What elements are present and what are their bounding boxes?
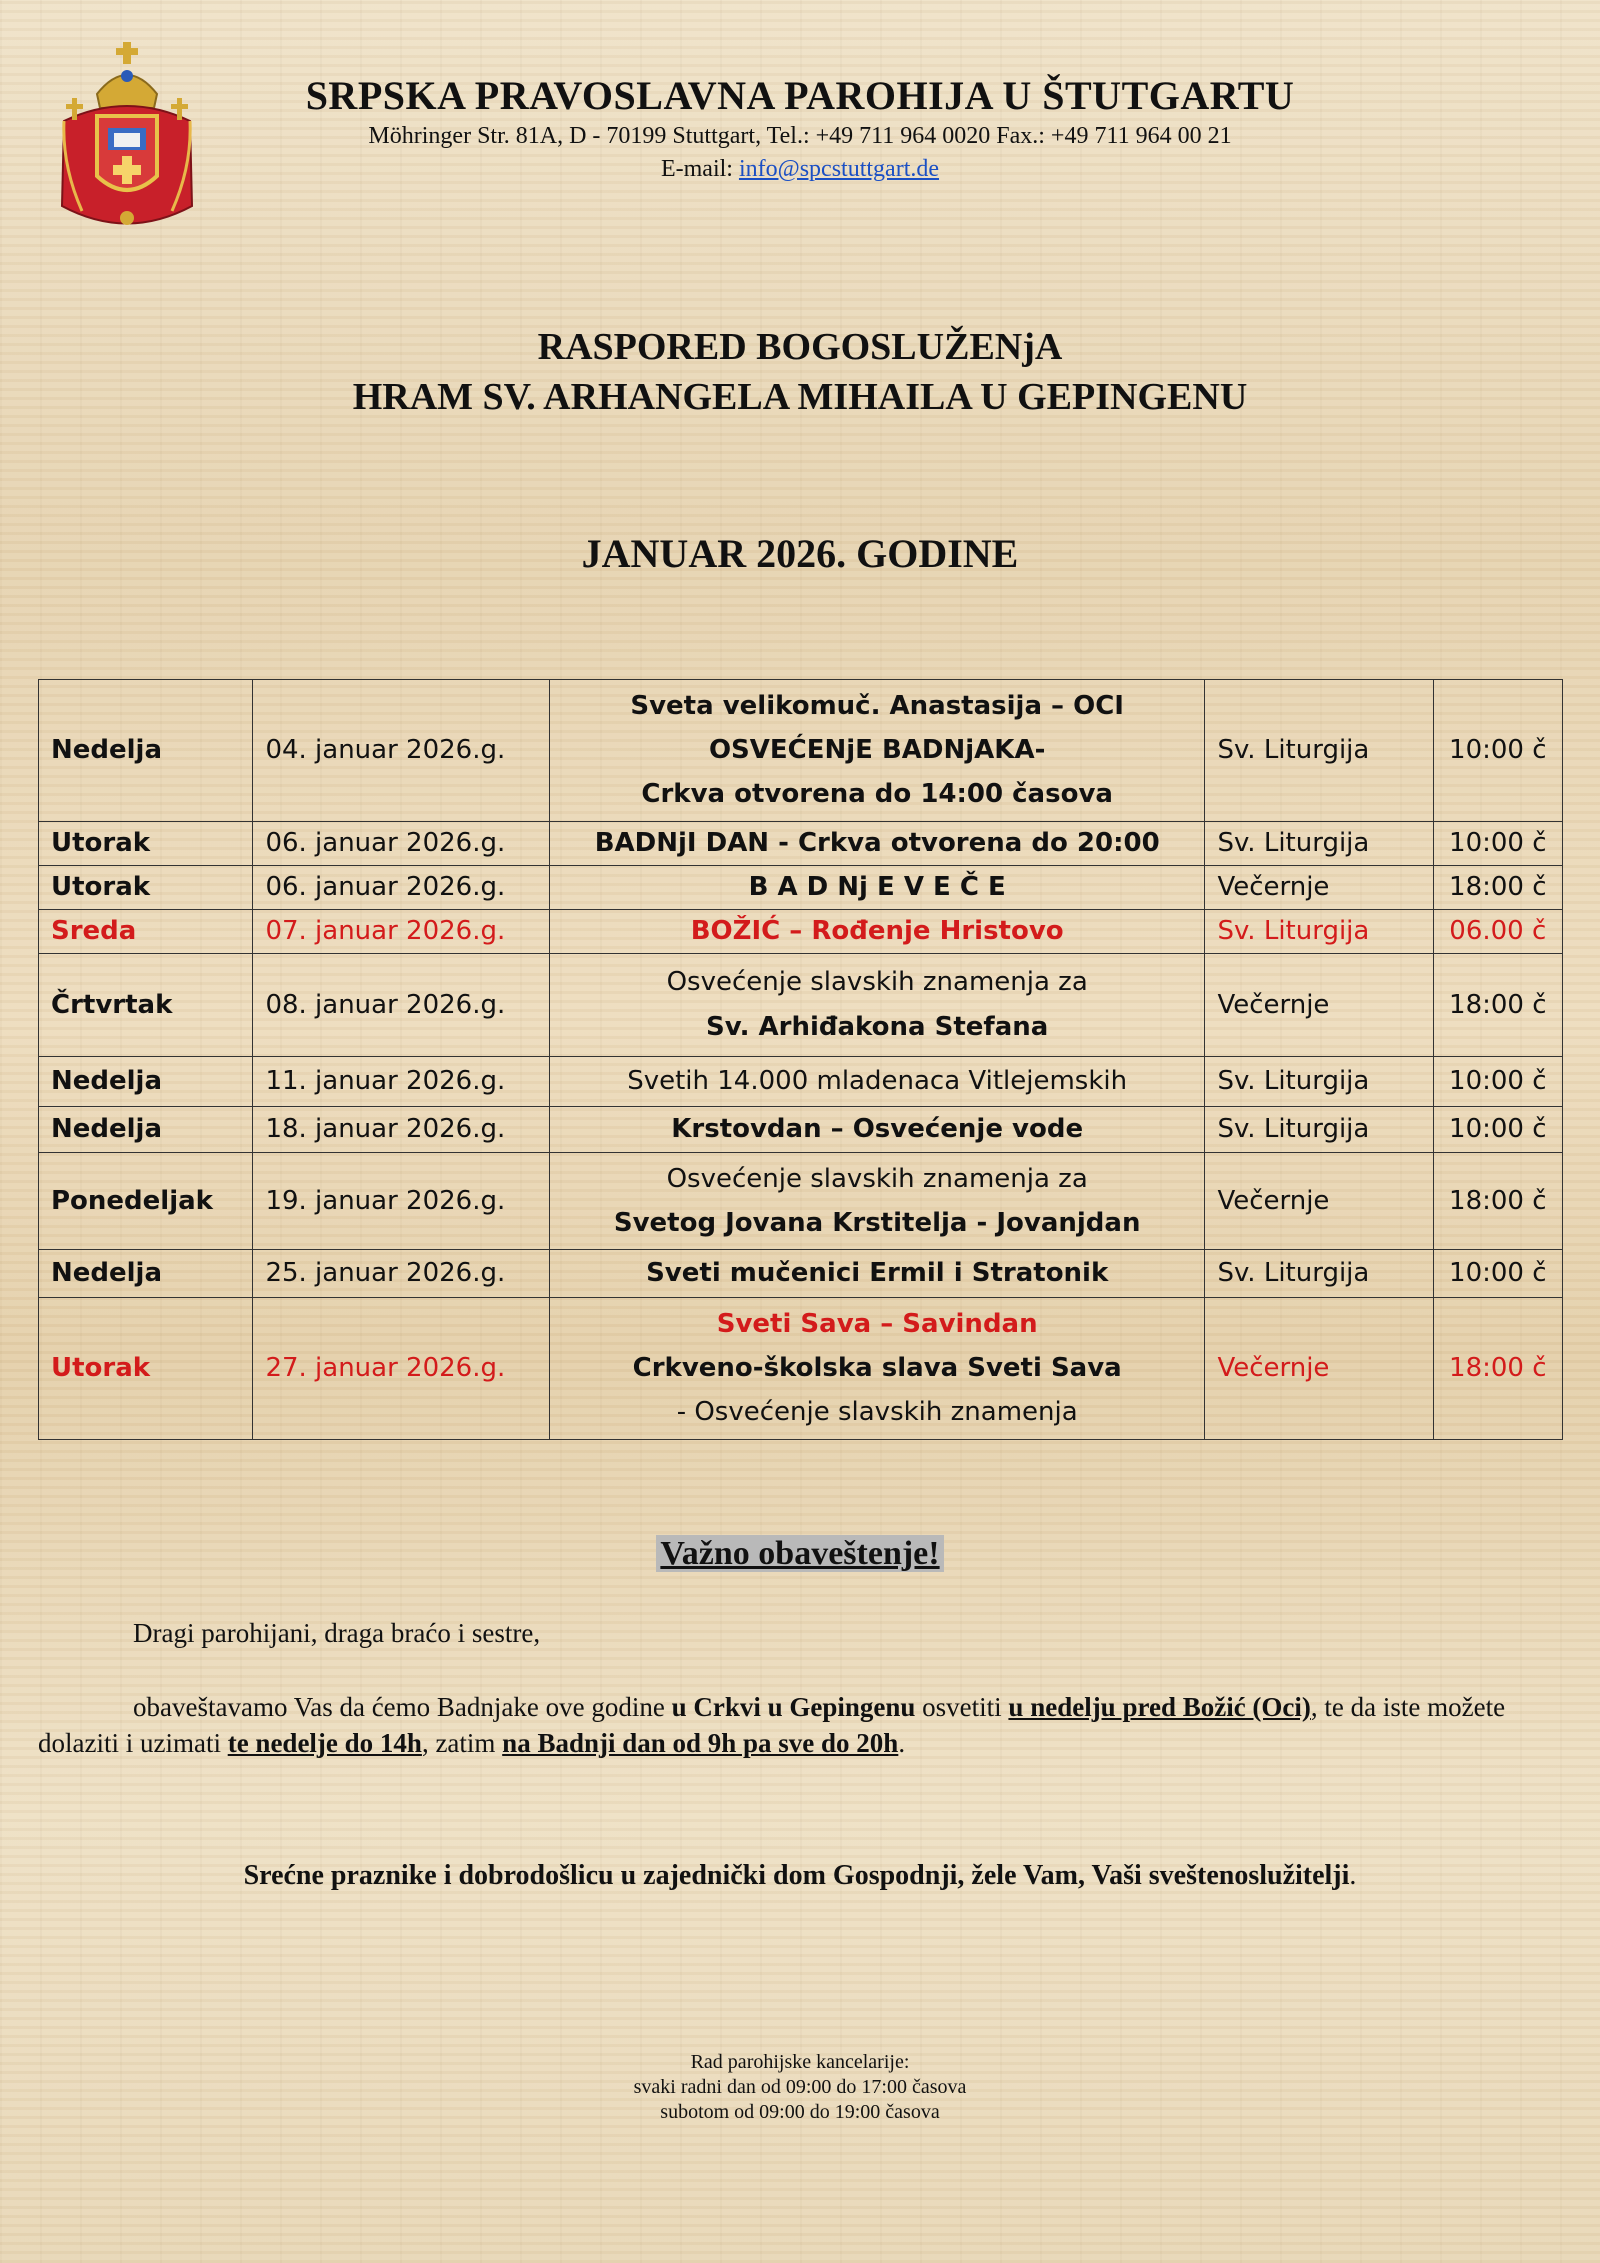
- row-event: Svetih 14.000 mladenaca Vitlejemskih: [549, 1056, 1205, 1106]
- notice-text-underlined: u nedelju pred Božić (Oci): [1008, 1692, 1311, 1722]
- row-day: Nedelja: [39, 1056, 253, 1106]
- row-event: B A D Nj E V E Č E: [549, 865, 1205, 909]
- event-line: Svetog Jovana Krstitelja - Jovanjdan: [613, 1207, 1141, 1238]
- row-day: Utorak: [39, 1297, 253, 1439]
- parish-header: [230, 74, 1370, 184]
- row-date: 06. januar 2026.g.: [253, 865, 549, 909]
- row-date: 18. januar 2026.g.: [253, 1106, 549, 1152]
- closing-period: .: [1349, 1860, 1357, 1891]
- row-service: Večernje: [1205, 865, 1433, 909]
- notice-text: obaveštavamo Vas da ćemo Badnjake ove godine: [133, 1692, 672, 1722]
- email-link[interactable]: info@spcstuttgart.de: [738, 155, 940, 182]
- title-line-1: RASPORED BOGOSLUŽENjA: [537, 326, 1063, 368]
- row-event: [549, 1297, 1205, 1439]
- row-day: Utorak: [39, 821, 253, 865]
- row-date: 11. januar 2026.g.: [253, 1056, 549, 1106]
- notice-text-underlined: te nedelje do 14h: [227, 1727, 422, 1758]
- notice-text: osvetiti: [915, 1692, 1009, 1722]
- table-row: [39, 953, 1563, 1056]
- row-time: 06.00 č: [1433, 909, 1562, 953]
- row-day: Črtvrtak: [39, 953, 253, 1056]
- closing-text: Srećne praznike i dobrodošlicu u zajednički dom Gospodnji, žele Vam, Vaši sveštenoslužitelji: [243, 1860, 1350, 1891]
- parish-name: SRPSKA PRAVOSLAVNA PAROHIJA U ŠTUTGARTU: [305, 73, 1295, 118]
- row-day: Sreda: [39, 909, 253, 953]
- table-row: [39, 1056, 1563, 1106]
- row-date: 08. januar 2026.g.: [253, 953, 549, 1056]
- row-service: Večernje: [1205, 953, 1433, 1056]
- table-row: [39, 821, 1563, 865]
- event-line: Crkveno-školska slava Sveti Sava: [632, 1353, 1122, 1384]
- row-time: 10:00 č: [1433, 1249, 1562, 1297]
- office-hours: [0, 2050, 1600, 2125]
- notice-text-underlined: na Badnji dan od 9h pa sve do 20h: [502, 1727, 899, 1758]
- event-line: - Osvećenje slavskih znamenja: [676, 1397, 1078, 1428]
- row-service: Sv. Liturgija: [1205, 909, 1433, 953]
- row-date: 27. januar 2026.g.: [253, 1297, 549, 1439]
- row-day: Nedelja: [39, 680, 253, 822]
- row-event: BOŽIĆ – Rođenje Hristovo: [549, 909, 1205, 953]
- row-day: Utorak: [39, 865, 253, 909]
- row-time: 10:00 č: [1433, 680, 1562, 822]
- notice-text: , zatim: [421, 1727, 503, 1758]
- table-row: [39, 1297, 1563, 1439]
- event-line: OSVEĆENjE BADNjAKA-: [708, 735, 1046, 766]
- row-event: [549, 1152, 1205, 1249]
- row-time: 10:00 č: [1433, 1056, 1562, 1106]
- table-row: [39, 865, 1563, 909]
- table-row: [39, 1106, 1563, 1152]
- row-service: Sv. Liturgija: [1205, 680, 1433, 822]
- row-day: Nedelja: [39, 1249, 253, 1297]
- row-date: 07. januar 2026.g.: [253, 909, 549, 953]
- table-row: [39, 1152, 1563, 1249]
- row-event: Krstovdan – Osvećenje vode: [549, 1106, 1205, 1152]
- parish-email-line: [230, 155, 1370, 184]
- title-line-2: HRAM SV. ARHANGELA MIHAILA U GEPINGENU: [352, 376, 1248, 419]
- row-time: 18:00 č: [1433, 1152, 1562, 1249]
- row-time: 18:00 č: [1433, 953, 1562, 1056]
- month-title: JANUAR 2026. GODINE: [581, 531, 1019, 576]
- row-day: Ponedeljak: [39, 1152, 253, 1249]
- office-saturday: subotom od 09:00 do 19:00 časova: [660, 2101, 940, 2123]
- office-weekdays: svaki radni dan od 09:00 do 17:00 časova: [633, 2076, 967, 2098]
- row-event: BADNjI DAN - Crkva otvorena do 20:00: [549, 821, 1205, 865]
- table-row: [39, 1249, 1563, 1297]
- church-crest-icon: [42, 36, 212, 236]
- table-row: [39, 909, 1563, 953]
- row-service: Sv. Liturgija: [1205, 1249, 1433, 1297]
- schedule-table: [38, 679, 1563, 1440]
- event-line: Sveti Sava – Savindan: [716, 1308, 1038, 1339]
- email-label: E-mail:: [660, 155, 733, 182]
- row-date: 19. januar 2026.g.: [253, 1152, 549, 1249]
- row-date: 06. januar 2026.g.: [253, 821, 549, 865]
- row-time: 18:00 č: [1433, 1297, 1562, 1439]
- table-row: [39, 680, 1563, 822]
- row-service: Večernje: [1205, 1152, 1433, 1249]
- row-date: 25. januar 2026.g.: [253, 1249, 549, 1297]
- event-line: Sveta velikomuč. Anastasija – OCI: [630, 691, 1124, 721]
- page-title: [0, 322, 1600, 422]
- event-line: Sv. Arhiđakona Stefana: [706, 1011, 1049, 1042]
- office-title: Rad parohijske kancelarije:: [690, 2051, 910, 2073]
- notice-title-text: Važno obaveštenje!: [656, 1535, 943, 1572]
- notice-text-bold: u Crkvi u Gepingenu: [671, 1692, 916, 1722]
- row-service: Večernje: [1205, 1297, 1433, 1439]
- row-time: 18:00 č: [1433, 865, 1562, 909]
- row-time: 10:00 č: [1433, 1106, 1562, 1152]
- row-service: Sv. Liturgija: [1205, 1106, 1433, 1152]
- event-line: Osvećenje slavskih znamenja za: [666, 1163, 1088, 1194]
- event-line: Crkva otvorena do 14:00 časova: [641, 779, 1113, 810]
- row-event: [549, 953, 1205, 1056]
- closing-wishes: [0, 1860, 1600, 1892]
- row-service: Sv. Liturgija: [1205, 1056, 1433, 1106]
- row-event: [549, 680, 1205, 822]
- notice-text: .: [898, 1727, 906, 1758]
- parish-address: Möhringer Str. 81A, D - 70199 Stuttgart, Tel.: +49 711 964 0020 Fax.: +49 711 964 00 21: [368, 123, 1232, 149]
- notice-greeting: Dragi parohijani, draga braćo i sestre,: [133, 1618, 541, 1648]
- row-event: Sveti mučenici Ermil i Stratonik: [549, 1249, 1205, 1297]
- notice-text: , te da iste možete dolaziti i uzimati: [38, 1692, 1506, 1758]
- row-date: 04. januar 2026.g.: [253, 680, 549, 822]
- event-line: Osvećenje slavskih znamenja za: [666, 967, 1088, 998]
- row-day: Nedelja: [39, 1106, 253, 1152]
- row-time: 10:00 č: [1433, 821, 1562, 865]
- notice-paragraph: [38, 1690, 1563, 1761]
- notice-title: [0, 1535, 1600, 1573]
- row-service: Sv. Liturgija: [1205, 821, 1433, 865]
